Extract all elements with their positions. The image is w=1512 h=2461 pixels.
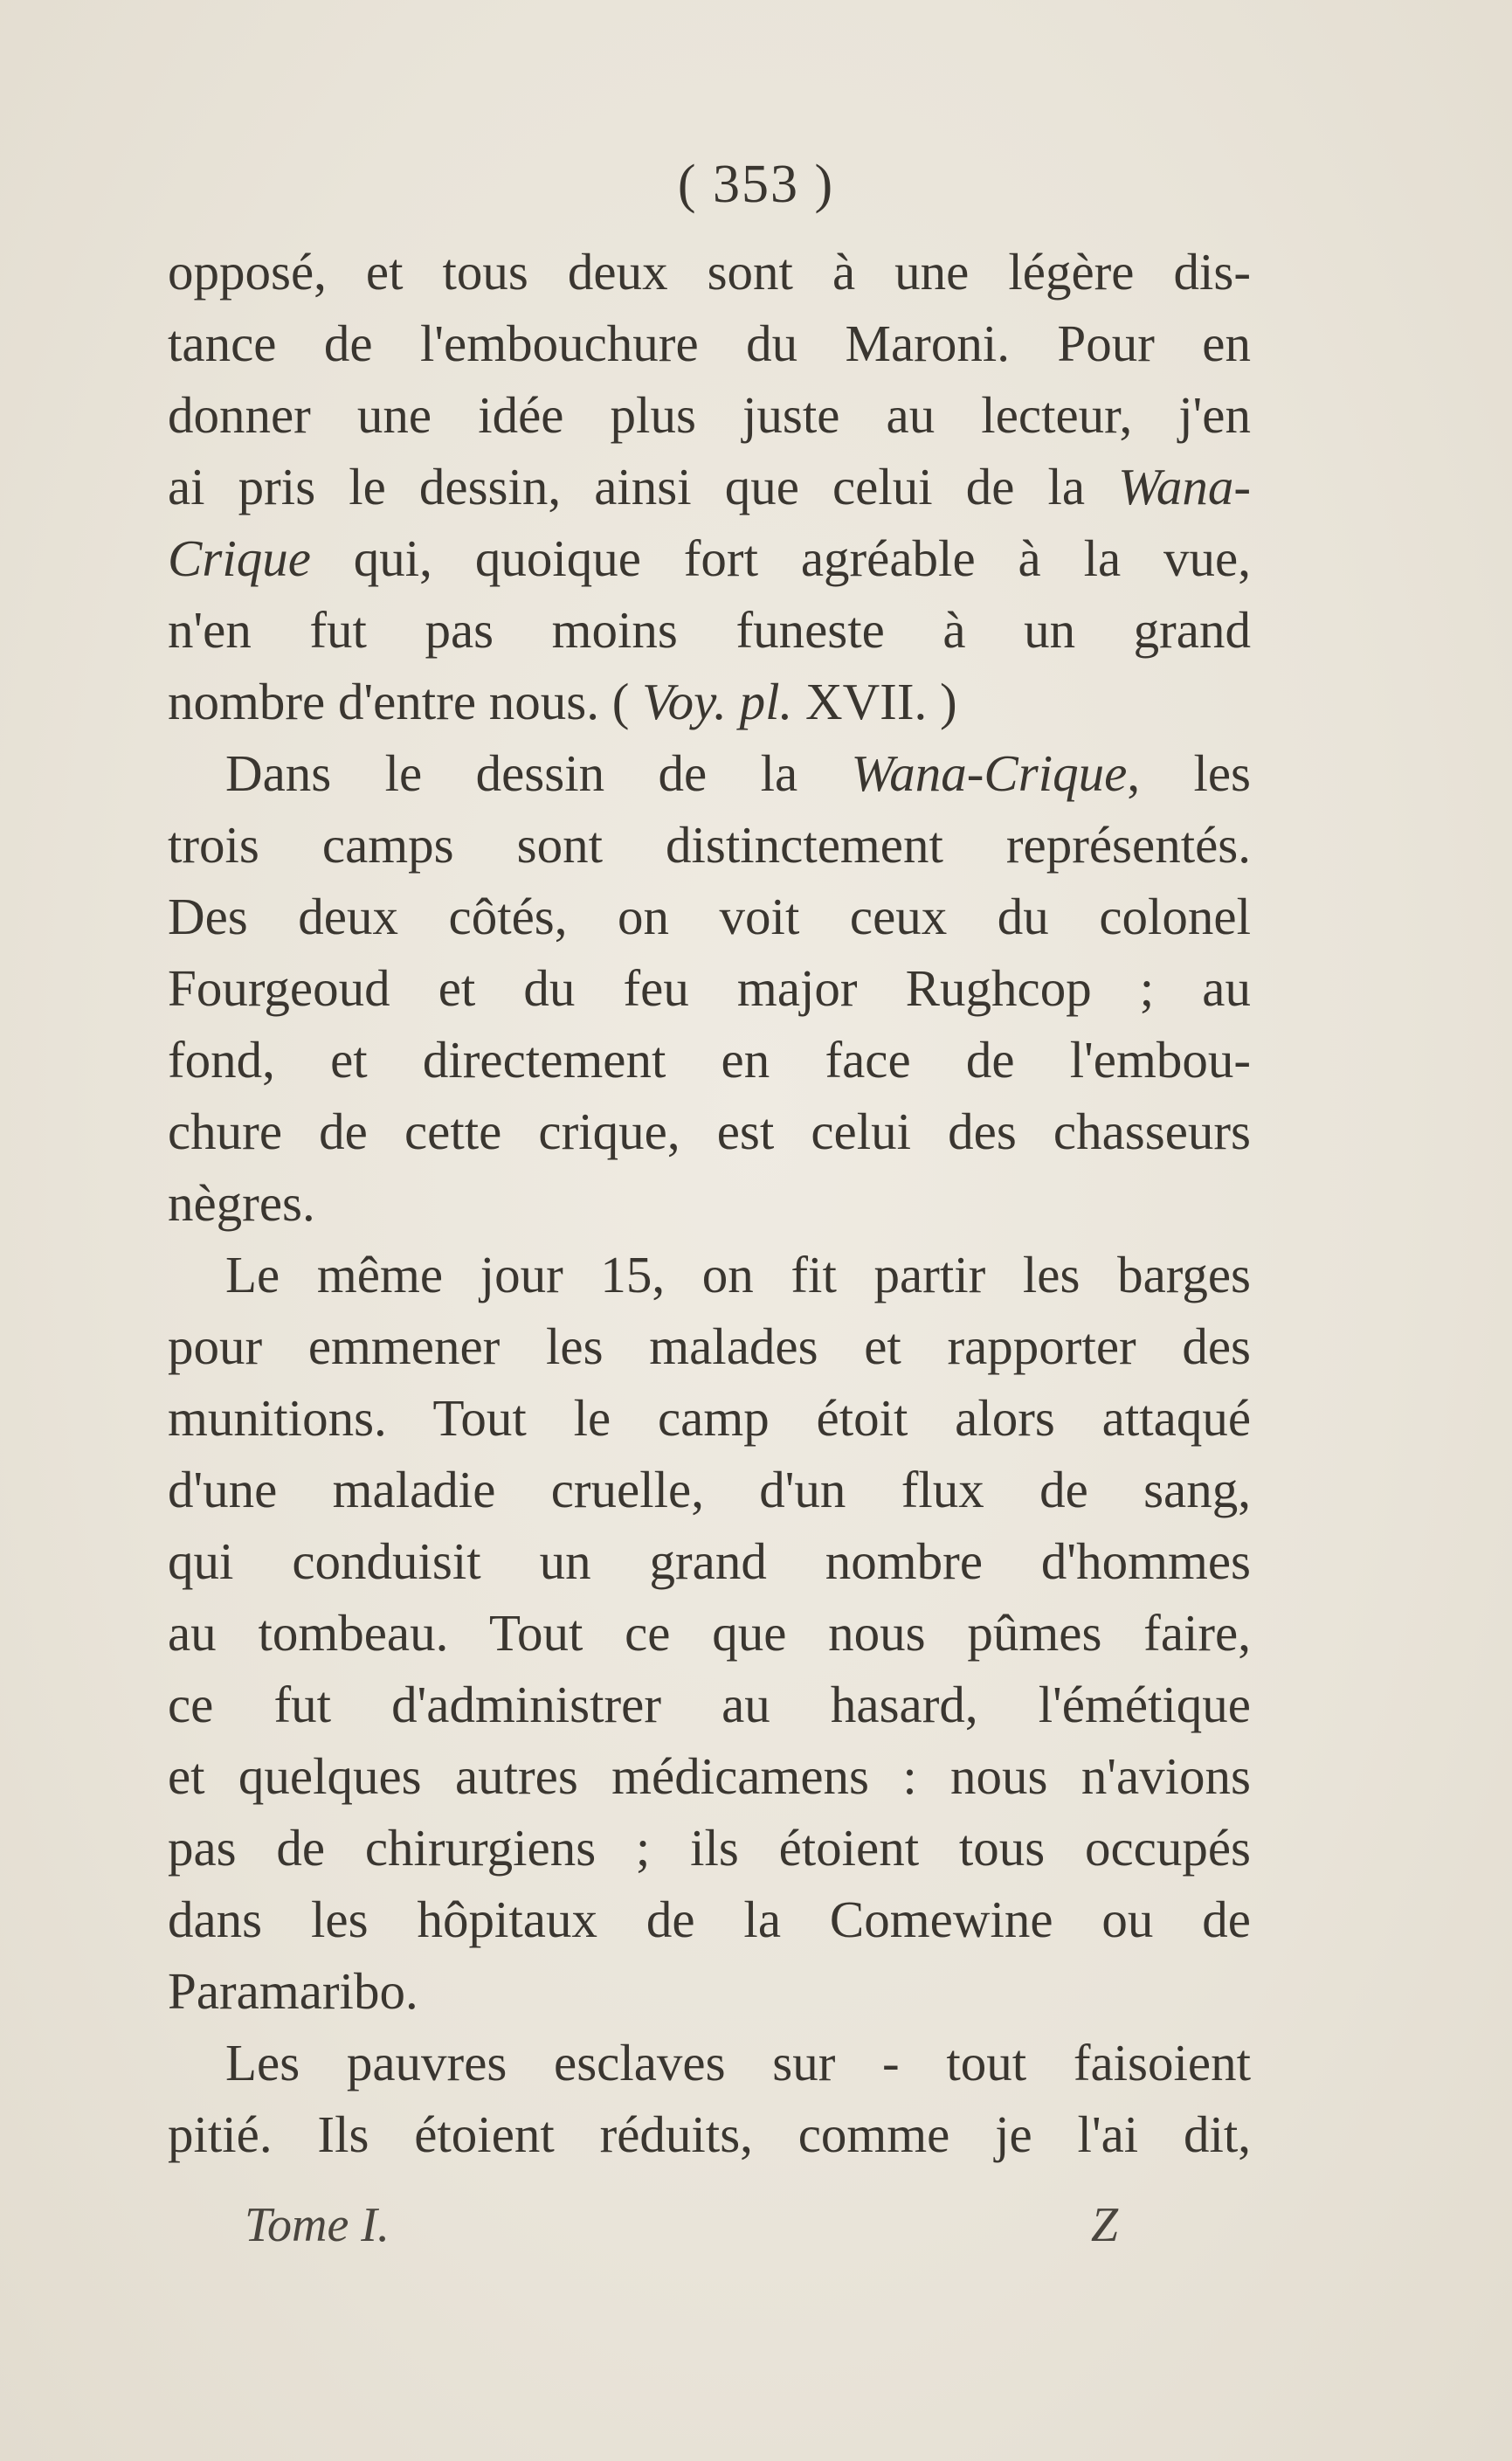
text-line: pour emmener les malades et rapporter des [168,1317,1251,1375]
text-line: munitions. Tout le camp étoit alors attaqué [168,1389,1251,1447]
text-line: ai pris le dessin, ainsi que celui de la Wana- [168,458,1251,515]
text-line: pas de chirurgiens ; ils étoient tous occupés [168,1819,1251,1877]
text-line: Paramaribo. [168,1962,418,2020]
text-line: trois camps sont distinctement représentés. [168,816,1251,874]
text-line: Le même jour 15, on fit partir les barges [225,1246,1251,1303]
text-line: dans les hôpitaux de la Comewine ou de [168,1891,1251,1948]
text-line: donner une idée plus juste au lecteur, j'en [168,386,1251,444]
text-line: Crique qui, quoique fort agréable à la vue, [168,529,1251,587]
text-line: au tombeau. Tout ce que nous pûmes faire, [168,1604,1251,1662]
text-line: n'en fut pas moins funeste à un grand [168,601,1251,659]
text-line: nègres. [168,1174,315,1232]
text-line: Des deux côtés, on voit ceux du colonel [168,888,1251,945]
text-line: qui conduisit un grand nombre d'hommes [168,1532,1251,1590]
volume-label: Tome I. [245,2198,390,2252]
text-line: chure de cette crique, est celui des chasseurs [168,1103,1251,1160]
signature-mark: Z [1090,2198,1118,2252]
page-footer [245,2197,1118,2258]
page-number: ( 353 ) [677,155,835,214]
text-line: ce fut d'administrer au hasard, l'émétique [168,1676,1251,1733]
text-line: et quelques autres médicamens : nous n'avions [168,1747,1251,1805]
text-line: Dans le dessin de la Wana-Crique, les [225,744,1251,802]
text-line: tance de l'embouchure du Maroni. Pour en [168,315,1251,372]
text-line: Fourgeoud et du feu major Rughcop ; au [168,959,1251,1017]
text-line: d'une maladie cruelle, d'un flux de sang, [168,1461,1251,1518]
text-line: Les pauvres esclaves sur - tout faisoient [225,2034,1251,2091]
text-line: fond, et directement en face de l'embou- [168,1031,1251,1089]
text-line: nombre d'entre nous. ( Voy. pl. XVII. ) [168,673,957,730]
body-text [168,236,1251,2170]
text-line: opposé, et tous deux sont à une légère dis- [168,243,1251,301]
text-line: pitié. Ils étoient réduits, comme je l'ai dit, [168,2105,1251,2163]
